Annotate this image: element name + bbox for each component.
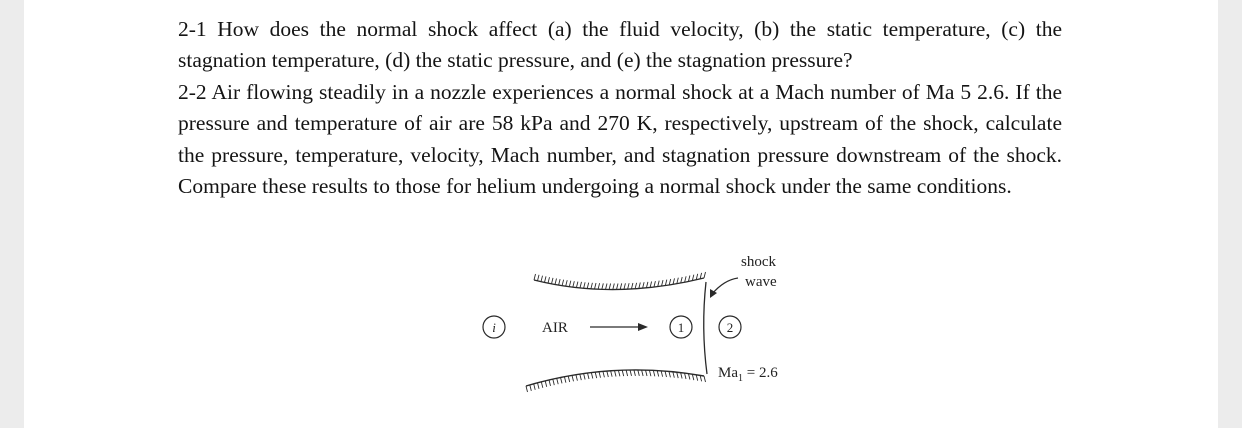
lower-hatch-mark — [580, 374, 582, 380]
lower-hatch-mark — [588, 373, 590, 379]
upper-hatch-mark — [598, 283, 600, 289]
air-label: AIR — [542, 320, 568, 336]
upper-hatch-mark — [654, 281, 656, 287]
lower-hatch-mark — [615, 371, 617, 377]
station-i-label: i — [492, 320, 496, 335]
upper-hatch-mark — [559, 279, 561, 285]
lower-hatch-mark — [657, 371, 659, 377]
upper-hatch-mark — [650, 282, 652, 288]
lower-hatch-mark — [526, 386, 528, 392]
station-2-label: 2 — [726, 320, 734, 335]
lower-hatch-mark — [530, 385, 532, 391]
lower-hatch-mark — [665, 371, 667, 377]
upper-hatch-mark — [609, 284, 611, 290]
lower-hatch-mark — [685, 373, 687, 379]
lower-hatch-mark — [591, 373, 593, 379]
mach-number-label: $Ma_1 = 2.6$ — [718, 365, 778, 384]
upper-hatch-mark — [620, 283, 622, 289]
upper-hatch-mark — [631, 283, 633, 289]
upper-hatch-mark — [646, 282, 648, 288]
lower-hatch-mark — [568, 376, 570, 382]
lower-hatch-mark — [572, 375, 574, 381]
upper-hatch-mark — [555, 279, 557, 285]
lower-hatch-mark — [538, 383, 540, 389]
lower-hatch-mark — [564, 377, 566, 383]
upper-hatch-mark — [602, 283, 604, 289]
lower-hatch-mark — [549, 380, 551, 386]
lower-hatch-mark — [541, 382, 543, 388]
upper-hatch-mark — [580, 282, 582, 288]
lower-hatch-mark — [653, 370, 655, 376]
upper-hatch-mark — [658, 281, 660, 287]
lower-hatch-mark — [584, 374, 586, 380]
upper-hatch-mark — [606, 284, 608, 290]
lower-hatch-mark — [677, 372, 679, 378]
lower-hatch-mark — [661, 371, 663, 377]
problem-2-1-text: 2-1 How does the normal shock affect (a) the fluid velocity, (b) the static temperature, (c) the stagnation temperature, (d) the static pressure, and (e) the stagnation pressure? — [178, 17, 1062, 73]
lower-hatch-mark — [561, 377, 563, 383]
lower-hatch-mark — [599, 372, 601, 378]
upper-hatch-mark — [704, 272, 706, 278]
lower-hatch-mark — [626, 370, 628, 376]
lower-hatch-mark — [673, 372, 675, 378]
lower-hatch-mark — [630, 370, 632, 376]
upper-hatch-mark — [548, 277, 550, 283]
shock-pointer-arrow — [712, 278, 738, 294]
shock-label-line1: shock — [741, 254, 776, 270]
upper-hatch-mark — [639, 283, 641, 289]
upper-hatch-mark — [643, 282, 645, 288]
upper-hatch-mark — [613, 284, 615, 290]
lower-hatch-mark — [603, 371, 605, 377]
lower-hatch-mark — [545, 381, 547, 387]
lower-hatch-mark — [646, 370, 648, 376]
lower-hatch-mark — [634, 370, 636, 376]
nozzle-shock-diagram — [454, 248, 814, 408]
lower-hatch-mark — [692, 374, 694, 380]
lower-hatch-mark — [704, 376, 706, 382]
upper-hatch-mark — [576, 282, 578, 288]
lower-hatch-mark — [607, 371, 609, 377]
lower-hatch-mark — [576, 375, 578, 381]
lower-wall-hatching — [526, 370, 706, 392]
problem-2-2-text: 2-2 Air flowing steadily in a nozzle experiences a normal shock at a Mach number of Ma 5 2.6. If the pressure and temperature of air are 58 kPa and 270 K, respectively, upstream of the shock, calculate the pressure, temperature, velocity, Mach number, and stagnation pressure downstream of the shock. Compare these results to those for helium undergoing a normal shock under the same conditions. — [178, 80, 1062, 199]
lower-hatch-mark — [642, 370, 644, 376]
upper-hatch-mark — [541, 276, 543, 282]
upper-hatch-mark — [628, 283, 630, 289]
lower-hatch-mark — [618, 370, 620, 376]
lower-hatch-mark — [534, 384, 536, 390]
lower-hatch-mark — [595, 372, 597, 378]
lower-hatch-mark — [553, 379, 555, 385]
lower-hatch-mark — [649, 370, 651, 376]
upper-hatch-mark — [538, 275, 540, 281]
upper-hatch-mark — [591, 283, 593, 289]
lower-hatch-mark — [669, 371, 671, 377]
lower-hatch-mark — [638, 370, 640, 376]
lower-hatch-mark — [611, 371, 613, 377]
upper-hatch-mark — [635, 283, 637, 289]
document-page — [24, 0, 1218, 428]
station-1-label: 1 — [677, 320, 685, 335]
upper-hatch-mark — [566, 280, 568, 286]
upper-hatch-mark — [569, 281, 571, 287]
upper-hatch-mark — [552, 278, 554, 284]
shock-label-line2: wave — [745, 274, 777, 290]
flow-arrowhead — [638, 323, 648, 331]
upper-hatch-mark — [545, 276, 547, 282]
upper-hatch-mark — [562, 280, 564, 286]
upper-hatch-mark — [587, 283, 589, 289]
shock-wave-line — [704, 282, 707, 374]
upper-hatch-mark — [573, 281, 575, 287]
upper-hatch-mark — [595, 283, 597, 289]
upper-hatch-mark — [617, 284, 619, 290]
lower-hatch-mark — [622, 370, 624, 376]
upper-hatch-mark — [624, 283, 626, 289]
upper-hatch-mark — [662, 280, 664, 286]
upper-wall-hatching — [534, 272, 706, 290]
upper-hatch-mark — [584, 282, 586, 288]
upper-hatch-mark — [534, 274, 536, 280]
lower-hatch-mark — [557, 378, 559, 384]
